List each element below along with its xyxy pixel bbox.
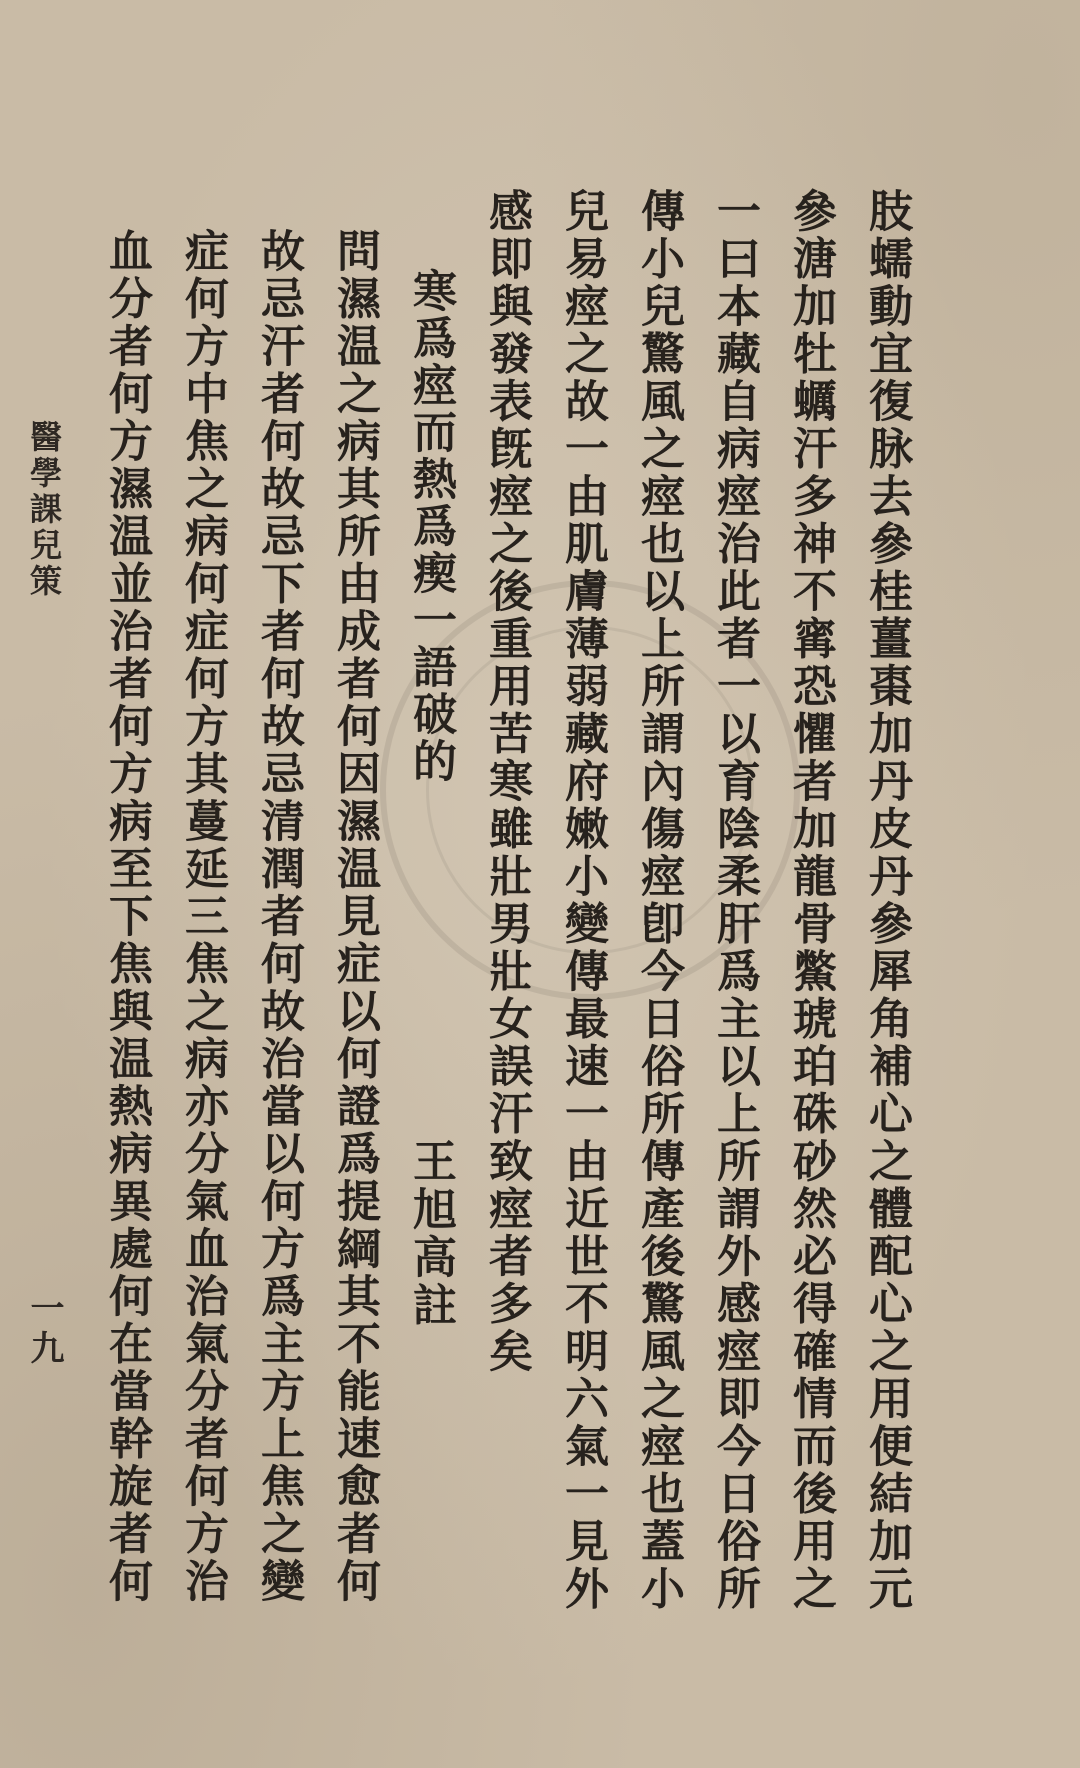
page-number: 一九 bbox=[24, 1290, 64, 1370]
question-column-1: 問濕温之病其所由成者何因濕温見症以何證爲提綱其不能速愈者何 bbox=[329, 228, 380, 1606]
annotator-name: 王旭高註 bbox=[405, 1138, 456, 1330]
question-column-4: 血分者何方濕温並治者何方病至下焦與温熱病異處何在當幹旋者何 bbox=[101, 228, 152, 1606]
text-column-2: 參溏加牡蠣汗多神不寗恐懼者加龍骨鱉琥珀硃砂然必得確情而後用之 bbox=[785, 188, 836, 1613]
text-column-6: 感即與發表旣痙之後重用苦寒雖壯男壯女誤汗致痙者多矣 bbox=[481, 188, 532, 1376]
text-column-1: 肢蠕動宜復脉去參桂薑棗加丹皮丹參犀角補心之體配心之用便結加元 bbox=[861, 188, 912, 1613]
text-column-5: 兒易痙之故一由肌膚薄弱藏府嫩小變傳最速一由近世不明六氣一見外 bbox=[557, 188, 608, 1613]
question-column-3: 症何方中焦之病何症何方其蔓延三焦之病亦分氣血治氣分者何方治 bbox=[177, 228, 228, 1606]
text-column-3: 一曰本藏自病痙治此者一以育陰柔肝爲主以上所謂外感痙即今日俗所 bbox=[709, 188, 760, 1613]
text-column-4: 傳小兒驚風之痙也以上所謂內傷痙卽今日俗所傳產後驚風之痙也蓋小 bbox=[633, 188, 684, 1613]
commentary-line: 寒爲痙而熱爲瘈一語破的 bbox=[405, 268, 456, 785]
running-title: 醫學課兒策 bbox=[25, 420, 63, 600]
question-column-2: 故忌汗者何故忌下者何故忌清潤者何故治當以何方爲主方上焦之變 bbox=[253, 228, 304, 1606]
